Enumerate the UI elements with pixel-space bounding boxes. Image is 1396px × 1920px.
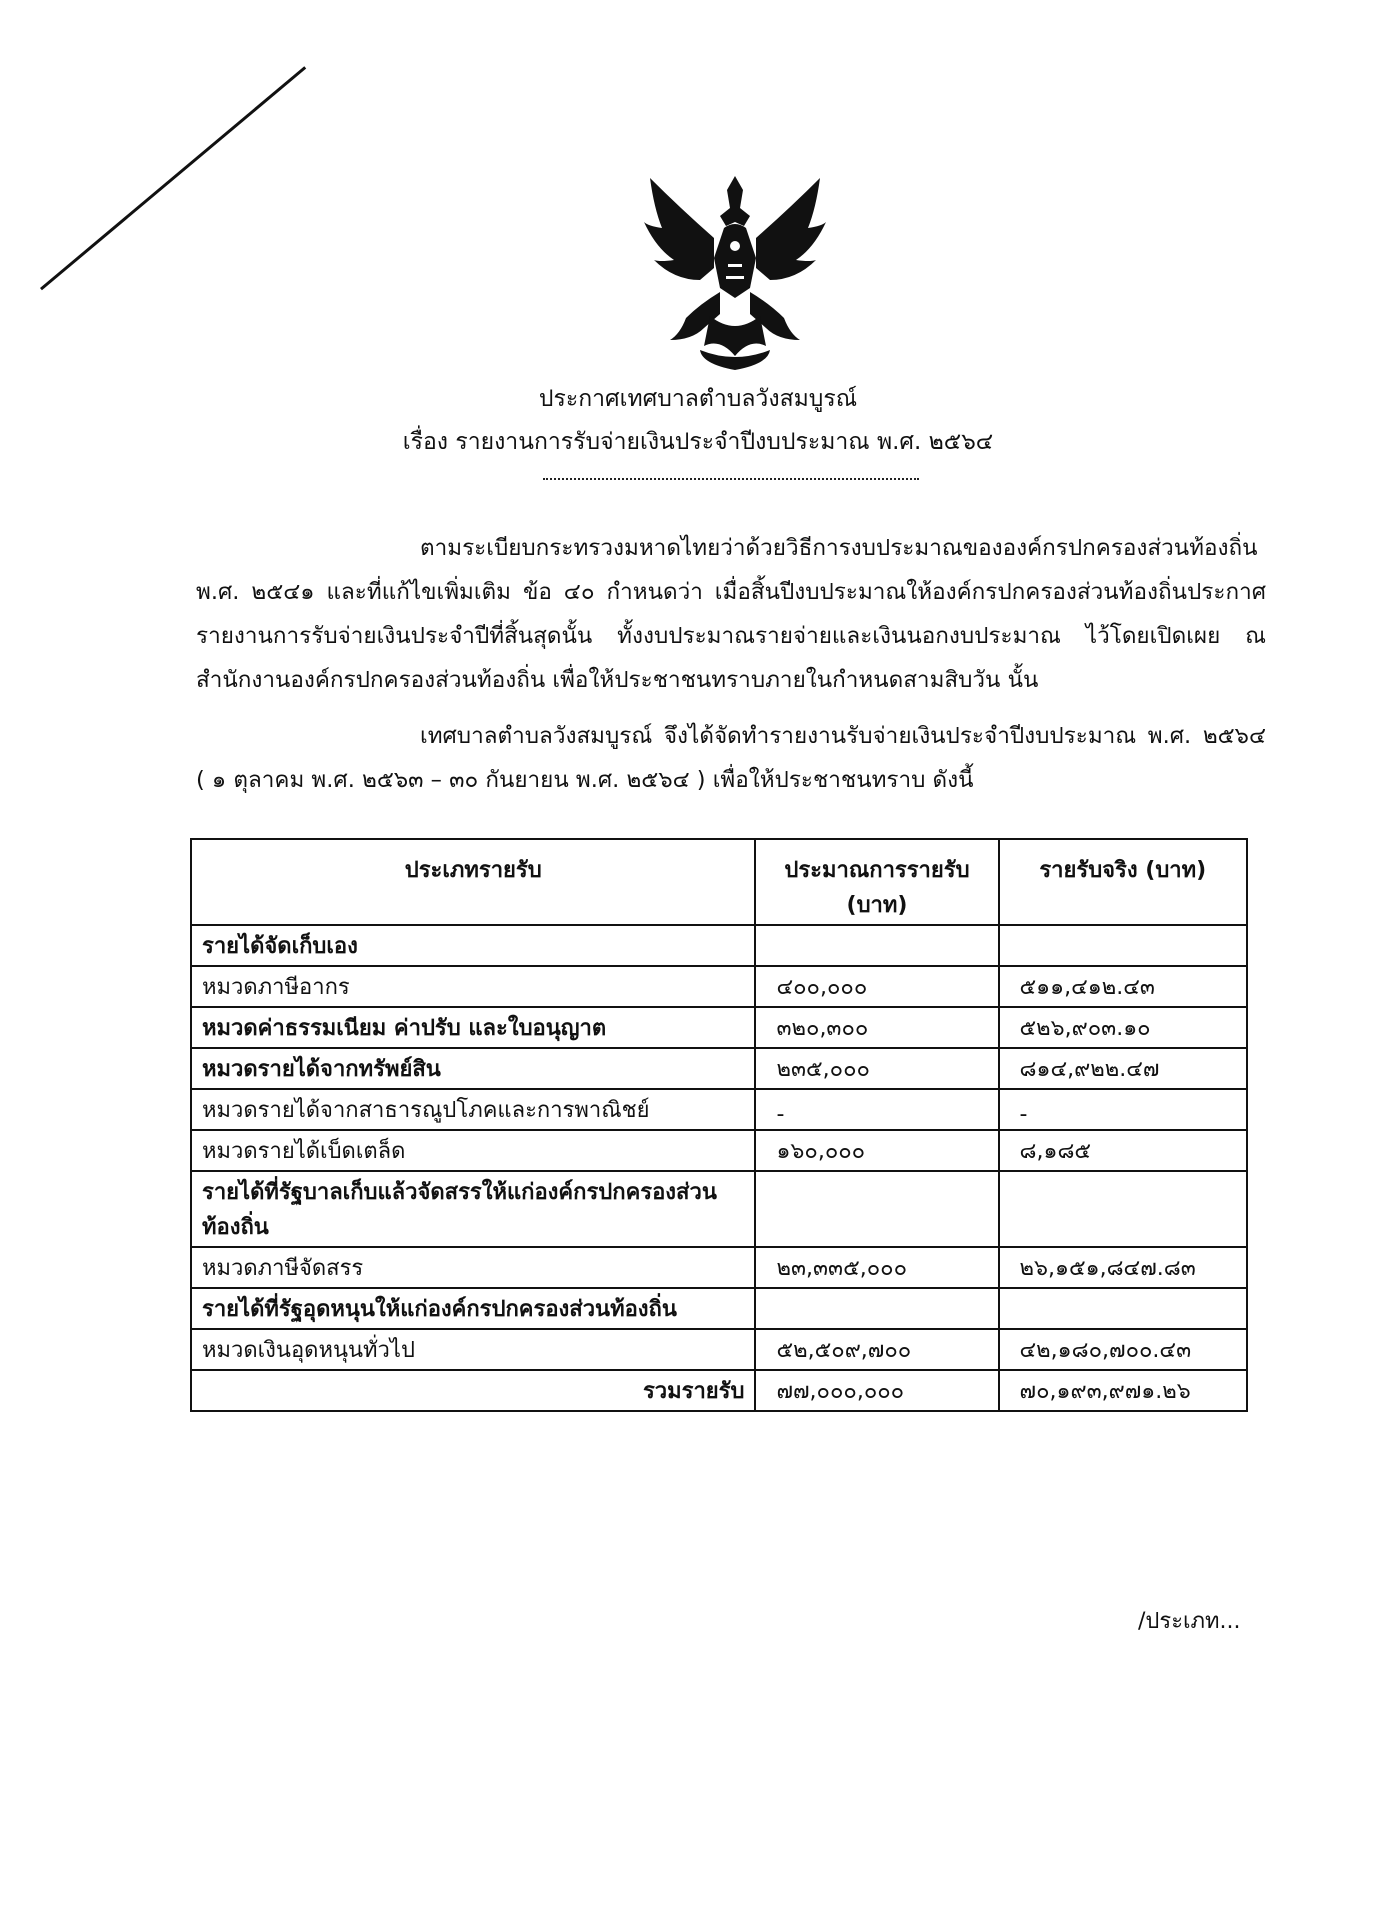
table-row <box>191 1089 1247 1130</box>
total-label: รวมรายรับ <box>191 1370 755 1411</box>
row-estimate: ๒๓๕,๐๐๐ <box>755 1048 998 1089</box>
table-row <box>191 1329 1247 1370</box>
row-actual <box>999 1288 1247 1329</box>
table-row <box>191 1130 1247 1171</box>
row-estimate <box>755 1171 998 1247</box>
announcement-subject: เรื่อง รายงานการรับจ่ายเงินประจำปีงบประมาณ พ.ศ. ๒๕๖๔ <box>402 429 994 455</box>
body-paragraph-2: เทศบาลตำบลวังสมบูรณ์ จึงได้จัดทำรายงานรับจ่ายเงินประจำปีงบประมาณ พ.ศ. ๒๕๖๔ ( ๑ ตุลาคม พ.ศ. ๒๕๖๓ – ๓๐ กันยายน พ.ศ. ๒๕๖๔ ) เพื่อให้ประชาชนทราบ ดังนี้ <box>196 723 1266 793</box>
revenue-table <box>190 838 1248 1412</box>
announcement-agency: ประกาศเทศบาลตำบลวังสมบูรณ์ <box>538 386 858 412</box>
garuda-emblem <box>640 168 830 373</box>
row-label: รายได้จัดเก็บเอง <box>191 925 755 966</box>
body-paragraph-1: ตามระเบียบกระทรวงมหาดไทยว่าด้วยวิธีการงบประมาณขององค์กรปกครองส่วนท้องถิ่น พ.ศ. ๒๕๔๑ และที่แก้ไขเพิ่มเติม ข้อ ๔๐ กำหนดว่า เมื่อสิ้นปีงบประมาณให้องค์กรปกครองส่วนท้องถิ่นประกาศรายงานการรับจ่ายเงินประจำปีที่สิ้นสุดนั้น ทั้งงบประมาณรายจ่ายและเงินนอกงบประมาณ ไว้โดยเปิดเผย ณ สำนักงานองค์กรปกครองส่วนท้องถิ่น เพื่อให้ประชาชนทราบภายในกำหนดสามสิบวัน นั้น <box>196 535 1266 693</box>
table-header-row <box>191 839 1247 925</box>
row-estimate <box>755 925 998 966</box>
row-estimate: ๒๓,๓๓๕,๐๐๐ <box>755 1247 998 1288</box>
corner-fold-line <box>40 66 306 290</box>
row-actual: ๒๖,๑๕๑,๘๔๗.๘๓ <box>999 1247 1247 1288</box>
header-estimate: ประมาณการรายรับ (บาท) <box>755 839 998 925</box>
row-label: หมวดรายได้เบ็ดเตล็ด <box>191 1130 755 1171</box>
row-label: หมวดรายได้จากทรัพย์สิน <box>191 1048 755 1089</box>
row-label: หมวดภาษีอากร <box>191 966 755 1007</box>
row-actual: ๕๒๖,๙๐๓.๑๐ <box>999 1007 1247 1048</box>
row-label: หมวดเงินอุดหนุนทั่วไป <box>191 1329 755 1370</box>
row-actual: ๘๑๔,๙๒๒.๔๗ <box>999 1048 1247 1089</box>
row-actual <box>999 1171 1247 1247</box>
row-label: หมวดรายได้จากสาธารณูปโภคและการพาณิชย์ <box>191 1089 755 1130</box>
row-estimate: - <box>755 1089 998 1130</box>
table-row <box>191 1288 1247 1329</box>
row-label: รายได้ที่รัฐบาลเก็บแล้วจัดสรรให้แก่องค์กรปกครองส่วนท้องถิ่น <box>191 1171 755 1247</box>
table-row <box>191 1171 1247 1247</box>
table-total-row <box>191 1370 1247 1411</box>
row-label: หมวดภาษีจัดสรร <box>191 1247 755 1288</box>
row-label: รายได้ที่รัฐอุดหนุนให้แก่องค์กรปกครองส่วนท้องถิ่น <box>191 1288 755 1329</box>
page-continuation: /ประเภท... <box>1138 1609 1241 1634</box>
table-row <box>191 1247 1247 1288</box>
row-actual: ๔๒,๑๘๐,๗๐๐.๔๓ <box>999 1329 1247 1370</box>
row-actual: ๕๑๑,๔๑๒.๔๓ <box>999 966 1247 1007</box>
row-estimate: ๕๒,๕๐๙,๗๐๐ <box>755 1329 998 1370</box>
row-estimate: ๔๐๐,๐๐๐ <box>755 966 998 1007</box>
row-actual: ๘,๑๘๕ <box>999 1130 1247 1171</box>
dotted-divider <box>543 478 919 480</box>
header-actual: รายรับจริง (บาท) <box>999 839 1247 925</box>
total-actual: ๗๐,๑๙๓,๙๗๑.๒๖ <box>999 1370 1247 1411</box>
row-estimate: ๓๒๐,๓๐๐ <box>755 1007 998 1048</box>
table-row <box>191 1048 1247 1089</box>
row-actual: - <box>999 1089 1247 1130</box>
row-estimate: ๑๖๐,๐๐๐ <box>755 1130 998 1171</box>
header-revenue-type: ประเภทรายรับ <box>191 839 755 925</box>
table-row <box>191 925 1247 966</box>
row-actual <box>999 925 1247 966</box>
table-row <box>191 966 1247 1007</box>
table-row <box>191 1007 1247 1048</box>
total-estimate: ๗๗,๐๐๐,๐๐๐ <box>755 1370 998 1411</box>
row-label: หมวดค่าธรรมเนียม ค่าปรับ และใบอนุญาต <box>191 1007 755 1048</box>
row-estimate <box>755 1288 998 1329</box>
